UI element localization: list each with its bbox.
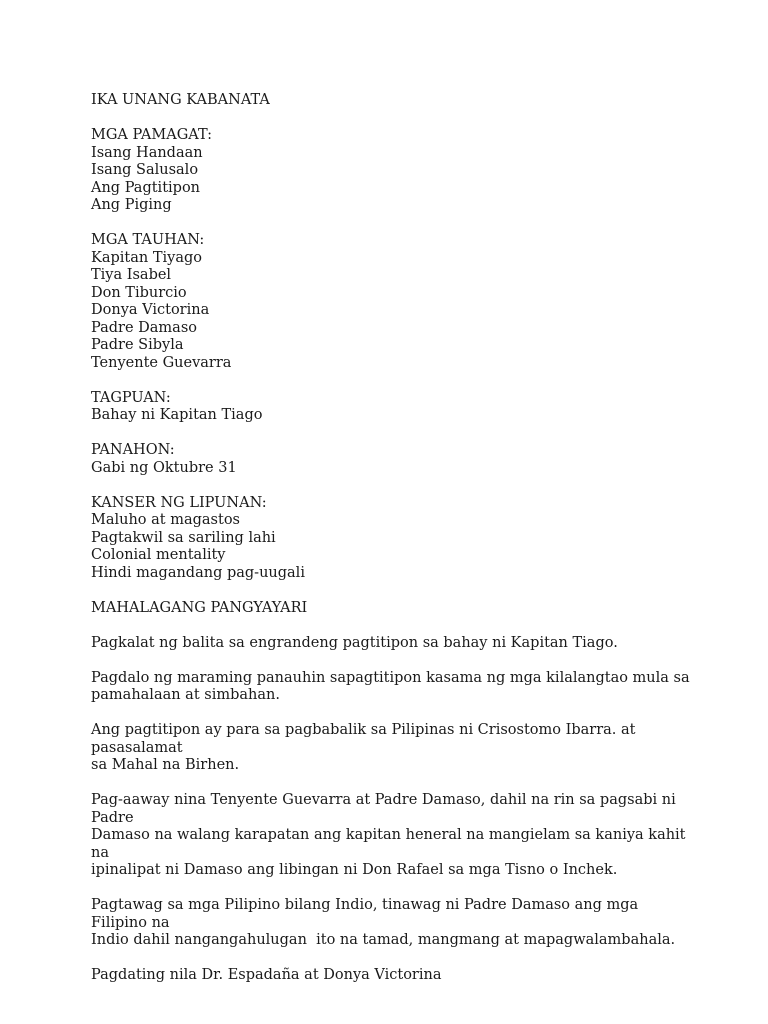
pangyayari-paragraph xyxy=(91,792,691,880)
paragraph-line: sa Mahal na Birhen. xyxy=(91,757,240,773)
panahon-section xyxy=(91,442,708,477)
pamagat-item: Ang Piging xyxy=(91,197,172,213)
tauhan-item: Tiya Isabel xyxy=(91,267,172,283)
kanser-item: Colonial mentality xyxy=(91,547,226,563)
kanser-item: Maluho at magastos xyxy=(91,512,240,528)
paragraph-line: pamahalaan at simbahan. xyxy=(91,687,280,703)
paragraph-line: Ang pagtitipon ay para sa pagbabalik sa Pilipinas ni Crisostomo Ibarra. at pasasalamat xyxy=(91,722,641,756)
tauhan-item: Don Tiburcio xyxy=(91,284,187,301)
tauhan-section xyxy=(91,232,708,372)
paragraph-line: Pagtawag sa mga Pilipino bilang Indio, tinawag ni Padre Damaso ang mga Filipino na xyxy=(91,897,643,931)
tagpuan-heading: TAGPUAN: xyxy=(91,389,171,406)
kanser-item: Hindi magandang pag-uugali xyxy=(91,564,305,581)
panahon-heading: PANAHON: xyxy=(91,442,175,458)
tauhan-item: Padre Sibyla xyxy=(91,337,184,353)
pamagat-item: Ang Pagtitipon xyxy=(91,179,201,196)
tauhan-item: Donya Victorina xyxy=(91,302,210,318)
paragraph-line: ipinalipat ni Damaso ang libingan ni Don Rafael sa mga Tisno o Inchek. xyxy=(91,862,618,878)
paragraph-line: Pag-aaway nina Tenyente Guevarra at Padre Damaso, dahil na rin sa pagsabi ni Padre xyxy=(91,792,681,826)
paragraph-line: Damaso na walang karapatan ang kapitan heneral na mangielam sa kaniya kahit na xyxy=(91,827,691,861)
tauhan-item: Tenyente Guevarra xyxy=(91,354,232,371)
pamagat-item: Isang Salusalo xyxy=(91,162,199,178)
tauhan-heading: MGA TAUHAN: xyxy=(91,232,205,248)
tauhan-item: Kapitan Tiyago xyxy=(91,249,202,266)
paragraph-line: Pagkalat ng balita sa engrandeng pagtitipon sa bahay ni Kapitan Tiago. xyxy=(91,634,618,651)
kanser-section xyxy=(91,495,708,583)
pangyayari-heading-section xyxy=(91,600,708,618)
paragraph-line: Indio dahil nangangahulugan ito na tamad, mangmang at mapagwalambahala. xyxy=(91,932,676,948)
chapter-title-section xyxy=(91,92,708,110)
pamagat-section xyxy=(91,127,708,215)
chapter-title: IKA UNANG KABANATA xyxy=(91,92,270,108)
pangyayari-paragraph xyxy=(91,967,691,985)
pangyayari-paragraph xyxy=(91,897,691,950)
tagpuan-section xyxy=(91,390,708,425)
kanser-heading: KANSER NG LIPUNAN: xyxy=(91,494,267,511)
paragraph-line: Pagdalo ng maraming panauhin sapagtitipon kasama ng mga kilalangtao mula sa xyxy=(91,669,690,686)
paragraph-line: Pagdating nila Dr. Espadaña at Donya Victorina xyxy=(91,967,442,983)
kanser-item: Pagtakwil sa sariling lahi xyxy=(91,529,276,546)
pangyayari-paragraph xyxy=(91,722,691,775)
pamagat-heading: MGA PAMAGAT: xyxy=(91,127,213,143)
pamagat-item: Isang Handaan xyxy=(91,144,203,161)
tauhan-item: Padre Damaso xyxy=(91,319,197,336)
tagpuan-item: Bahay ni Kapitan Tiago xyxy=(91,407,263,423)
panahon-item: Gabi ng Oktubre 31 xyxy=(91,459,237,476)
pangyayari-heading: MAHALAGANG PANGYAYARI xyxy=(91,599,308,616)
pangyayari-paragraph xyxy=(91,670,691,705)
pangyayari-paragraph xyxy=(91,635,691,653)
